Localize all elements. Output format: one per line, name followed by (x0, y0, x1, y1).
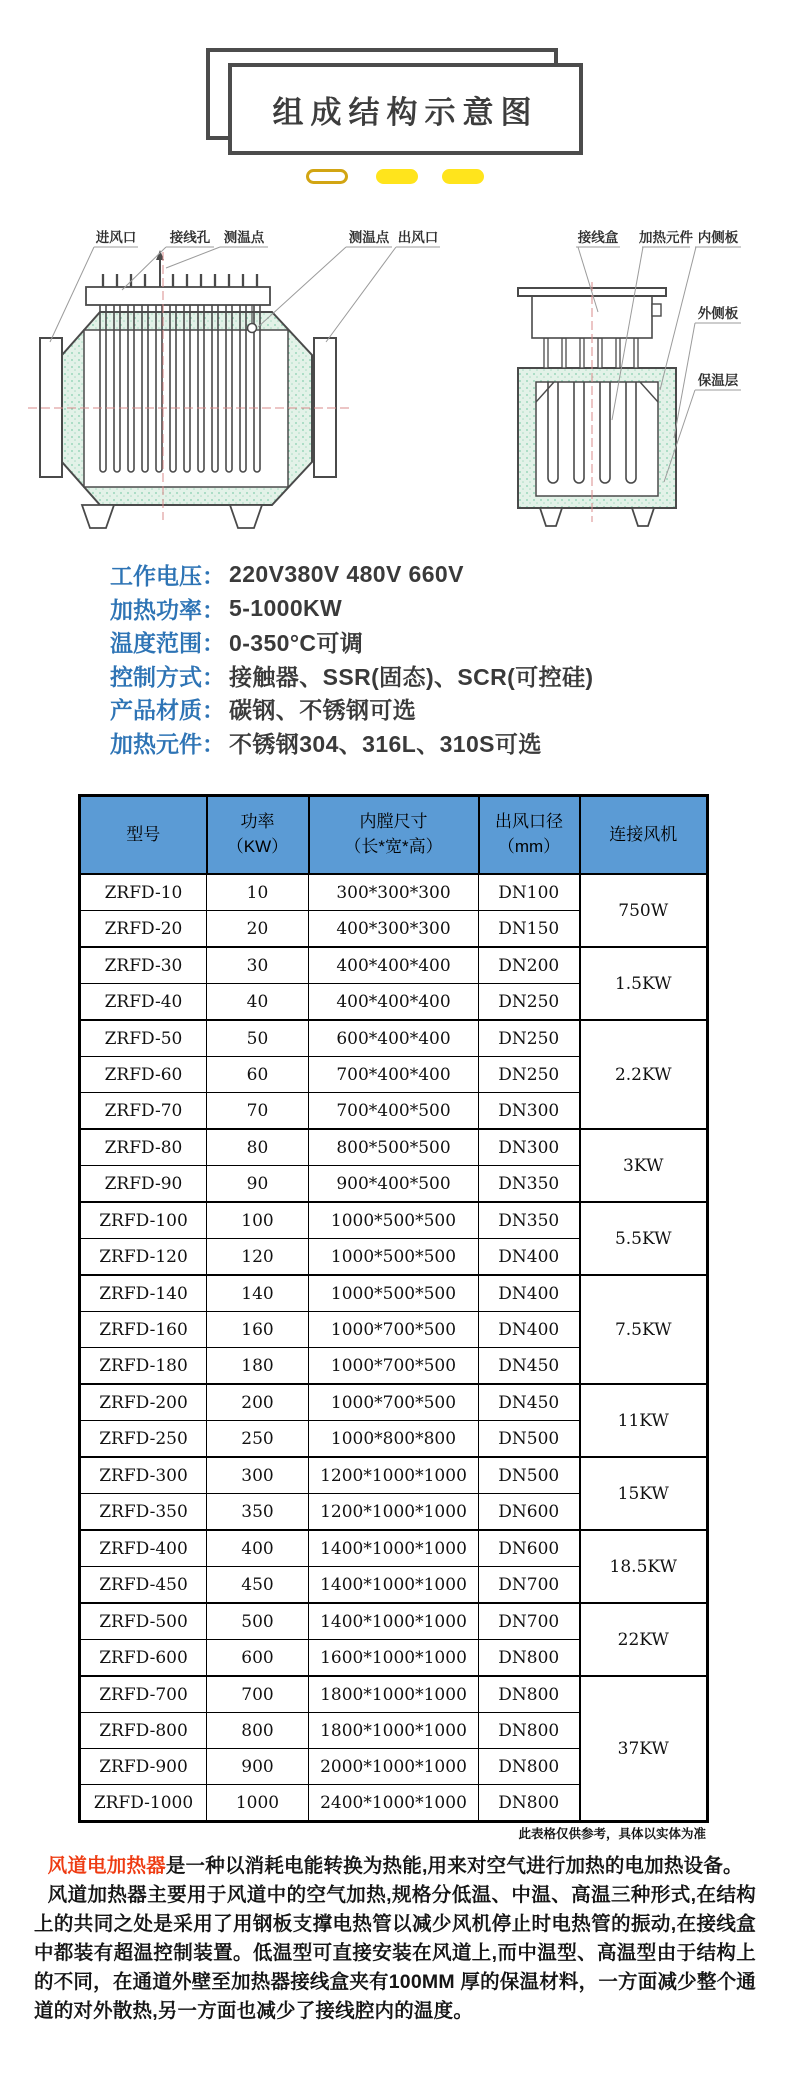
diagram-label-outer-plate: 外侧板 (697, 306, 739, 321)
cell-model: ZRFD-1000 (80, 1785, 207, 1822)
cell-size: 2400*1000*1000 (309, 1785, 479, 1822)
spec-value: 不锈钢304、316L、310S可选 (229, 730, 542, 757)
cell-model: ZRFD-700 (80, 1676, 207, 1713)
spec-row-material (110, 692, 594, 726)
cell-outlet: DN800 (479, 1640, 580, 1677)
spec-value: 接触器、SSR(固态)、SCR(可控硅) (229, 663, 594, 690)
cell-size: 800*500*500 (309, 1129, 479, 1166)
table-row (80, 1275, 708, 1312)
spec-row-power (110, 592, 594, 626)
cell-outlet: DN500 (479, 1421, 580, 1458)
cell-model: ZRFD-80 (80, 1129, 207, 1166)
table-row (80, 1530, 708, 1567)
cell-model: ZRFD-180 (80, 1348, 207, 1385)
cell-outlet: DN800 (479, 1785, 580, 1822)
cell-model: ZRFD-400 (80, 1530, 207, 1567)
table-row (80, 1603, 708, 1640)
spec-row-element (110, 726, 594, 760)
cell-model: ZRFD-40 (80, 984, 207, 1021)
cell-size: 700*400*500 (309, 1093, 479, 1130)
pill-decoration-outline (306, 169, 348, 184)
spec-value: 5-1000KW (229, 594, 343, 621)
cell-outlet: DN800 (479, 1713, 580, 1749)
cell-power: 160 (207, 1312, 309, 1348)
table-row (80, 1129, 708, 1166)
diagram-label-junction-box: 接线盒 (577, 230, 619, 245)
cell-size: 1800*1000*1000 (309, 1676, 479, 1713)
spec-label: 温度范围： (110, 630, 225, 657)
column-header: 功率 （KW） (207, 796, 309, 875)
cell-outlet: DN300 (479, 1093, 580, 1130)
cell-size: 300*300*300 (309, 874, 479, 911)
diagram-label-air-outlet: 出风口 (397, 230, 439, 245)
spec-table-body (80, 874, 708, 1822)
description-paragraph-2: 风道加热器主要用于风道中的空气加热,规格分低温、中温、高温三种形式,在结构上的共同之处是采用了用钢板支撑电热管以减少风机停止时电热管的振动,在接线盒中都装有超温控制装置。低温型可直接安装在风道上,而中温型、高温型由于结构上的不同，在通道外壁至加热器接线盒夹有100MM 厚的保温材料，一方面减少整个通道的对外散热,另一方面也减少了接线腔内的温度。 (34, 1884, 756, 2022)
cell-size: 1000*500*500 (309, 1239, 479, 1276)
spec-list (110, 558, 594, 759)
description-paragraph-1-text: 是一种以消耗电能转换为热能,用来对空气进行加热的电加热设备。 (165, 1855, 743, 1877)
cell-outlet: DN150 (479, 911, 580, 948)
diagram-label-temp-point-2: 测温点 (348, 230, 390, 245)
page-title (228, 63, 583, 155)
cell-model: ZRFD-30 (80, 947, 207, 984)
cell-outlet: DN400 (479, 1312, 580, 1348)
cell-outlet: DN250 (479, 1020, 580, 1057)
cell-fan-group: 15KW (580, 1457, 708, 1530)
page-title-text: 组成结构示意图 (272, 94, 539, 130)
cell-outlet: DN350 (479, 1166, 580, 1203)
cell-outlet: DN700 (479, 1567, 580, 1604)
cell-power: 800 (207, 1713, 309, 1749)
spec-value: 碳钢、不锈钢可选 (229, 697, 417, 724)
cell-size: 700*400*400 (309, 1057, 479, 1093)
table-row (80, 1676, 708, 1713)
cell-size: 1000*500*500 (309, 1202, 479, 1239)
spec-table-head (80, 796, 708, 875)
cell-model: ZRFD-90 (80, 1166, 207, 1203)
cell-size: 1200*1000*1000 (309, 1494, 479, 1531)
cell-size: 1000*500*500 (309, 1275, 479, 1312)
cell-power: 200 (207, 1384, 309, 1421)
column-header: 连接风机 (580, 796, 708, 875)
cell-size: 1400*1000*1000 (309, 1567, 479, 1604)
cell-fan-group: 2.2KW (580, 1020, 708, 1129)
cell-size: 400*300*300 (309, 911, 479, 948)
table-row (80, 1202, 708, 1239)
cell-power: 600 (207, 1640, 309, 1677)
cell-outlet: DN400 (479, 1275, 580, 1312)
cell-model: ZRFD-50 (80, 1020, 207, 1057)
pill-decoration-filled (376, 169, 418, 184)
cell-fan-group: 5.5KW (580, 1202, 708, 1275)
cell-model: ZRFD-250 (80, 1421, 207, 1458)
cell-size: 1000*700*500 (309, 1384, 479, 1421)
cell-model: ZRFD-900 (80, 1749, 207, 1785)
cell-size: 1600*1000*1000 (309, 1640, 479, 1677)
diagram-label-inner-plate: 内侧板 (697, 230, 739, 245)
cell-model: ZRFD-450 (80, 1567, 207, 1604)
cell-power: 1000 (207, 1785, 309, 1822)
cell-model: ZRFD-70 (80, 1093, 207, 1130)
cell-outlet: DN250 (479, 1057, 580, 1093)
cell-outlet: DN800 (479, 1749, 580, 1785)
cell-outlet: DN600 (479, 1494, 580, 1531)
column-header: 型号 (80, 796, 207, 875)
cell-fan-group: 37KW (580, 1676, 708, 1822)
cell-power: 500 (207, 1603, 309, 1640)
spec-label: 工作电压： (110, 563, 225, 590)
cell-power: 700 (207, 1676, 309, 1713)
table-row (80, 1384, 708, 1421)
spec-label: 加热功率： (110, 596, 225, 623)
diagram-label-insulation-layer: 保温层 (697, 373, 739, 388)
cell-outlet: DN400 (479, 1239, 580, 1276)
cell-power: 300 (207, 1457, 309, 1494)
cell-size: 1000*800*800 (309, 1421, 479, 1458)
cell-fan-group: 750W (580, 874, 708, 947)
pill-decoration-filled (442, 169, 484, 184)
cell-outlet: DN300 (479, 1129, 580, 1166)
cell-model: ZRFD-120 (80, 1239, 207, 1276)
cell-model: ZRFD-60 (80, 1057, 207, 1093)
cell-outlet: DN600 (479, 1530, 580, 1567)
cell-model: ZRFD-160 (80, 1312, 207, 1348)
cell-model: ZRFD-600 (80, 1640, 207, 1677)
cell-power: 120 (207, 1239, 309, 1276)
diagram-label-air-inlet: 进风口 (95, 230, 137, 245)
cell-outlet: DN350 (479, 1202, 580, 1239)
cell-power: 30 (207, 947, 309, 984)
cell-outlet: DN200 (479, 947, 580, 984)
right-structure-drawing (518, 282, 676, 526)
column-header: 出风口径 （mm） (479, 796, 580, 875)
spec-label: 加热元件： (110, 730, 225, 757)
cell-size: 2000*1000*1000 (309, 1749, 479, 1785)
cell-fan-group: 7.5KW (580, 1275, 708, 1384)
cell-power: 250 (207, 1421, 309, 1458)
cell-model: ZRFD-300 (80, 1457, 207, 1494)
cell-power: 350 (207, 1494, 309, 1531)
cell-fan-group: 3KW (580, 1129, 708, 1202)
spec-row-temp-range (110, 625, 594, 659)
cell-size: 600*400*400 (309, 1020, 479, 1057)
left-structure-drawing (28, 250, 350, 528)
spec-value: 0-350°C可调 (229, 630, 364, 657)
cell-model: ZRFD-100 (80, 1202, 207, 1239)
table-row (80, 947, 708, 984)
cell-fan-group: 22KW (580, 1603, 708, 1676)
cell-power: 40 (207, 984, 309, 1021)
cell-outlet: DN250 (479, 984, 580, 1021)
cell-outlet: DN800 (479, 1676, 580, 1713)
diagram-label-heating-element: 加热元件 (639, 230, 693, 245)
cell-power: 80 (207, 1129, 309, 1166)
cell-model: ZRFD-10 (80, 874, 207, 911)
cell-outlet: DN450 (479, 1348, 580, 1385)
column-header: 内膛尺寸 （长*宽*高） (309, 796, 479, 875)
cell-power: 140 (207, 1275, 309, 1312)
cell-power: 180 (207, 1348, 309, 1385)
cell-model: ZRFD-350 (80, 1494, 207, 1531)
cell-size: 1200*1000*1000 (309, 1457, 479, 1494)
diagram-label-wiring-hole: 接线孔 (169, 230, 211, 245)
cell-size: 400*400*400 (309, 984, 479, 1021)
cell-power: 900 (207, 1749, 309, 1785)
cell-power: 10 (207, 874, 309, 911)
spec-row-voltage (110, 558, 594, 592)
cell-power: 450 (207, 1567, 309, 1604)
cell-power: 90 (207, 1166, 309, 1203)
cell-power: 400 (207, 1530, 309, 1567)
spec-row-control (110, 659, 594, 693)
table-row (80, 1020, 708, 1057)
cell-fan-group: 11KW (580, 1384, 708, 1457)
cell-size: 1400*1000*1000 (309, 1530, 479, 1567)
cell-model: ZRFD-500 (80, 1603, 207, 1640)
spec-label: 控制方式： (110, 663, 225, 690)
cell-model: ZRFD-20 (80, 911, 207, 948)
cell-size: 900*400*500 (309, 1166, 479, 1203)
diagram-label-temp-point-1: 测温点 (223, 230, 265, 245)
cell-model: ZRFD-200 (80, 1384, 207, 1421)
cell-size: 1000*700*500 (309, 1348, 479, 1385)
cell-size: 1000*700*500 (309, 1312, 479, 1348)
structure-diagram (0, 190, 790, 550)
product-term-highlight: 风道电加热器 (47, 1855, 166, 1877)
cell-model: ZRFD-800 (80, 1713, 207, 1749)
cell-power: 50 (207, 1020, 309, 1057)
table-row (80, 874, 708, 911)
cell-size: 400*400*400 (309, 947, 479, 984)
spec-value: 220V380V 480V 660V (229, 561, 464, 588)
cell-fan-group: 18.5KW (580, 1530, 708, 1603)
cell-size: 1400*1000*1000 (309, 1603, 479, 1640)
cell-power: 20 (207, 911, 309, 948)
product-description (34, 1852, 756, 2026)
cell-outlet: DN700 (479, 1603, 580, 1640)
model-spec-table (78, 794, 709, 1823)
cell-model: ZRFD-140 (80, 1275, 207, 1312)
cell-outlet: DN500 (479, 1457, 580, 1494)
cell-power: 100 (207, 1202, 309, 1239)
table-footnote: 此表格仅供参考，具体以实体为准 (518, 1827, 706, 1841)
table-row (80, 1457, 708, 1494)
cell-size: 1800*1000*1000 (309, 1713, 479, 1749)
cell-outlet: DN100 (479, 874, 580, 911)
cell-outlet: DN450 (479, 1384, 580, 1421)
cell-power: 70 (207, 1093, 309, 1130)
cell-power: 60 (207, 1057, 309, 1093)
spec-label: 产品材质： (110, 697, 225, 724)
cell-fan-group: 1.5KW (580, 947, 708, 1020)
description-paragraph-1 (34, 1852, 756, 1881)
